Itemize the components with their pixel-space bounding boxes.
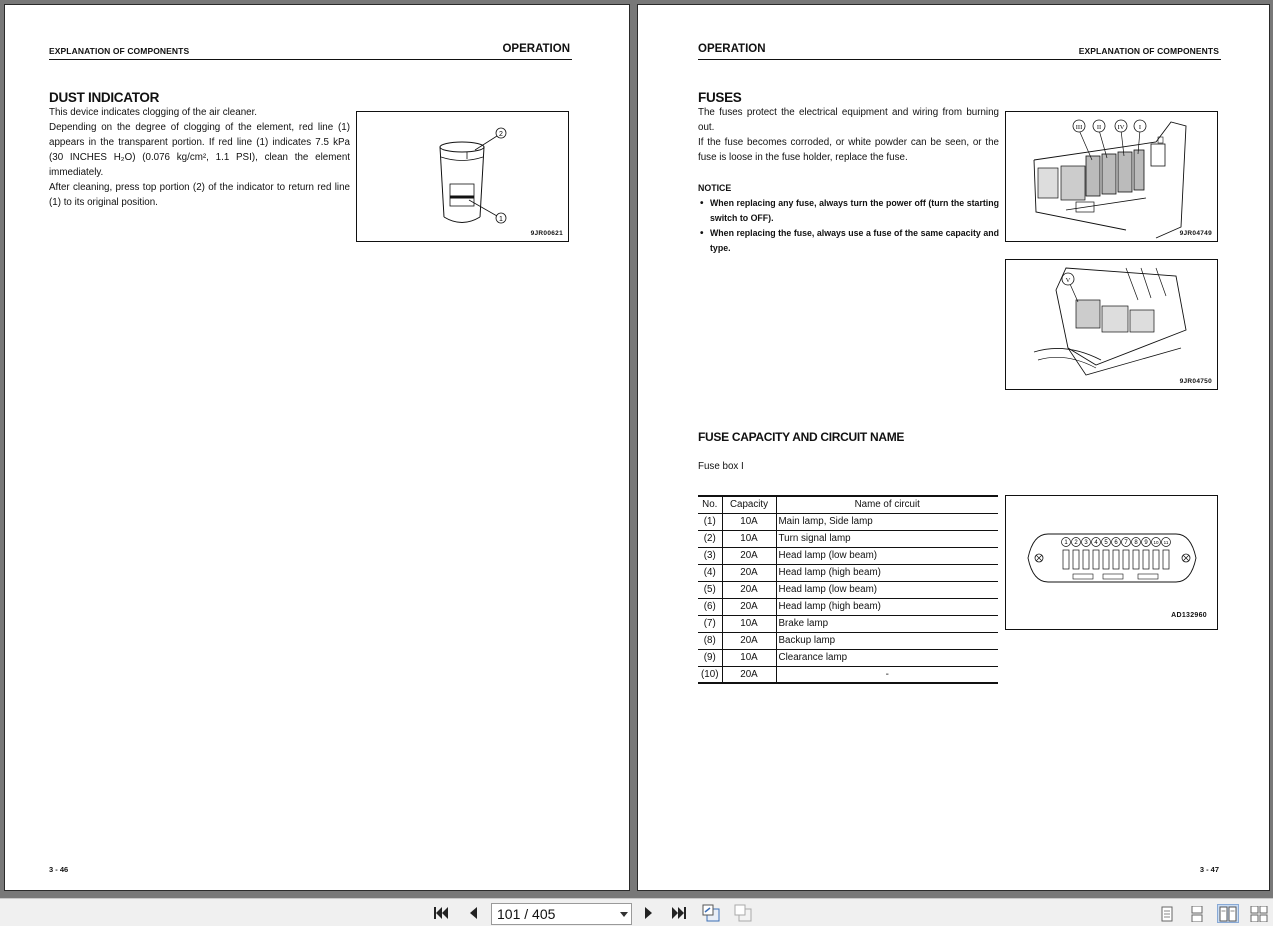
fuse-box-i-schematic [1006, 496, 1217, 629]
table-row [698, 564, 998, 581]
fuse-box-drawing [1006, 112, 1217, 241]
table-row [698, 632, 998, 649]
cell-circuit: - [776, 666, 998, 683]
page-number: 3 - 47 [1199, 865, 1219, 874]
table-row [698, 615, 998, 632]
callout-9: 9 [1144, 540, 1148, 546]
callout-III: III [1075, 124, 1083, 131]
callout-4: 4 [1094, 540, 1098, 546]
last-page-icon [670, 905, 688, 921]
dust-indicator-text [49, 105, 350, 210]
figure-code: 9JR00621 [530, 230, 563, 237]
header-rule [49, 59, 572, 60]
paragraph: After cleaning, press top portion (2) of the indicator to return red line (1) to its original position. [49, 182, 350, 208]
cell-capacity: 10A [722, 615, 776, 632]
go-back-button[interactable] [701, 904, 721, 922]
callout-1: 1 [499, 216, 503, 223]
first-page-icon [432, 905, 450, 921]
paragraph: The fuses protect the electrical equipment and wiring from burning out. [698, 107, 999, 133]
header-chapter: EXPLANATION OF COMPONENTS [1078, 46, 1219, 56]
cell-no: (8) [698, 632, 722, 649]
cell-circuit: Main lamp, Side lamp [776, 513, 998, 530]
cell-no: (10) [698, 666, 722, 683]
fuse-location-figure [1005, 111, 1218, 242]
table-row [698, 666, 998, 683]
callout-10: 10 [1153, 540, 1159, 545]
notice-title: NOTICE [698, 183, 732, 193]
cell-circuit: Head lamp (low beam) [776, 581, 998, 598]
continuous-facing-view-icon [1250, 906, 1268, 922]
continuous-view-button[interactable] [1186, 904, 1208, 923]
callout-II: II [1096, 124, 1102, 131]
next-page-button[interactable] [639, 904, 659, 922]
header-chapter: EXPLANATION OF COMPONENTS [49, 46, 190, 56]
callout-I: I [1138, 124, 1142, 131]
fuse-slots [1063, 550, 1169, 569]
table-header-row [698, 496, 998, 513]
page-number-input[interactable] [491, 903, 632, 925]
continuous-view-icon [1190, 906, 1204, 922]
cell-capacity: 20A [722, 564, 776, 581]
page-right [637, 4, 1270, 891]
cell-no: (4) [698, 564, 722, 581]
cell-capacity: 20A [722, 581, 776, 598]
callout-1: 1 [1064, 540, 1068, 546]
callout-5: 5 [1104, 540, 1108, 546]
page-left [4, 4, 630, 891]
callout-11: 11 [1163, 540, 1169, 545]
paragraph: This device indicates clogging of the air cleaner. [49, 107, 258, 118]
fuse-box-v-figure [1005, 259, 1218, 390]
callout-7: 7 [1124, 540, 1128, 546]
dust-indicator-figure [356, 111, 569, 242]
section-title-fuses: FUSES [698, 90, 742, 105]
column-header: Capacity [722, 496, 776, 513]
cell-capacity: 20A [722, 598, 776, 615]
cell-circuit: Backup lamp [776, 632, 998, 649]
callout-2: 2 [499, 131, 503, 138]
paragraph: Depending on the degree of clogging of the element, red line (1) appears in the transparent portion. If red line (1) indicates 7.5 kPa (30 INCHES H₂O) (0.076 kg/cm², 1.1 PSI), clean the element immediately. [49, 122, 350, 178]
cell-no: (6) [698, 598, 722, 615]
notice-item: • When replacing any fuse, always turn the power off (turn the starting switch to OFF). [699, 196, 999, 226]
cell-capacity: 20A [722, 666, 776, 683]
cell-capacity: 20A [722, 547, 776, 564]
cell-no: (3) [698, 547, 722, 564]
cell-no: (1) [698, 513, 722, 530]
table-row [698, 649, 998, 666]
page-indicator: 101 / 405 [497, 906, 556, 922]
callout-2: 2 [1074, 540, 1078, 546]
callout-8: 8 [1134, 540, 1138, 546]
navigation-toolbar [0, 898, 1273, 926]
fuse-box-v-drawing [1006, 260, 1217, 389]
column-header: Name of circuit [776, 496, 998, 513]
figure-code: 9JR04750 [1179, 378, 1212, 385]
figure-code: AD132960 [1171, 612, 1207, 619]
first-page-button[interactable] [431, 904, 451, 922]
fuse-box-i-figure [1005, 495, 1218, 630]
table-row [698, 513, 998, 530]
cell-no: (5) [698, 581, 722, 598]
facing-view-button[interactable] [1217, 904, 1239, 923]
fuses-text [698, 105, 999, 165]
page-number: 3 - 46 [49, 865, 69, 874]
fuse-box-label: Fuse box I [698, 461, 744, 472]
cell-capacity: 20A [722, 632, 776, 649]
cell-circuit: Head lamp (low beam) [776, 547, 998, 564]
header-section: OPERATION [698, 43, 766, 55]
table-row [698, 547, 998, 564]
section-title-fuse-capacity: FUSE CAPACITY AND CIRCUIT NAME [698, 430, 905, 444]
section-title-dust-indicator: DUST INDICATOR [49, 90, 160, 105]
cell-circuit: Turn signal lamp [776, 530, 998, 547]
callout-V: V [1065, 277, 1071, 284]
cell-capacity: 10A [722, 513, 776, 530]
previous-page-button[interactable] [463, 904, 483, 922]
facing-view-icon [1219, 906, 1237, 922]
fuse-capacity-table [698, 495, 998, 684]
table-row [698, 581, 998, 598]
cell-circuit: Head lamp (high beam) [776, 598, 998, 615]
cell-capacity: 10A [722, 649, 776, 666]
callout-6: 6 [1114, 540, 1118, 546]
notice-item: • When replacing the fuse, always use a fuse of the same capacity and type. [699, 226, 999, 256]
callout-3: 3 [1084, 540, 1088, 546]
callout-IV: IV [1117, 124, 1125, 131]
notice-list [699, 196, 999, 256]
next-page-icon [642, 905, 656, 921]
header-section: OPERATION [502, 43, 570, 55]
cell-circuit: Brake lamp [776, 615, 998, 632]
table-row [698, 598, 998, 615]
cell-no: (7) [698, 615, 722, 632]
cell-no: (9) [698, 649, 722, 666]
go-forward-icon [733, 904, 753, 922]
chevron-down-icon[interactable] [620, 912, 628, 917]
go-back-icon [701, 904, 721, 922]
prev-page-icon [466, 905, 480, 921]
last-page-button[interactable] [669, 904, 689, 922]
paragraph: If the fuse becomes corroded, or white powder can be seen, or the fuse is loose in the fuse holder, replace the fuse. [698, 137, 999, 163]
column-header: No. [698, 496, 722, 513]
header-rule [698, 59, 1221, 60]
cell-capacity: 10A [722, 530, 776, 547]
table-row [698, 530, 998, 547]
dust-indicator-drawing [357, 112, 568, 241]
cell-circuit: Clearance lamp [776, 649, 998, 666]
cell-no: (2) [698, 530, 722, 547]
single-page-view-icon [1160, 906, 1174, 922]
single-page-view-button[interactable] [1156, 904, 1178, 923]
continuous-facing-view-button[interactable] [1249, 904, 1269, 923]
cell-circuit: Head lamp (high beam) [776, 564, 998, 581]
figure-code: 9JR04749 [1179, 230, 1212, 237]
go-forward-button[interactable] [733, 904, 753, 922]
